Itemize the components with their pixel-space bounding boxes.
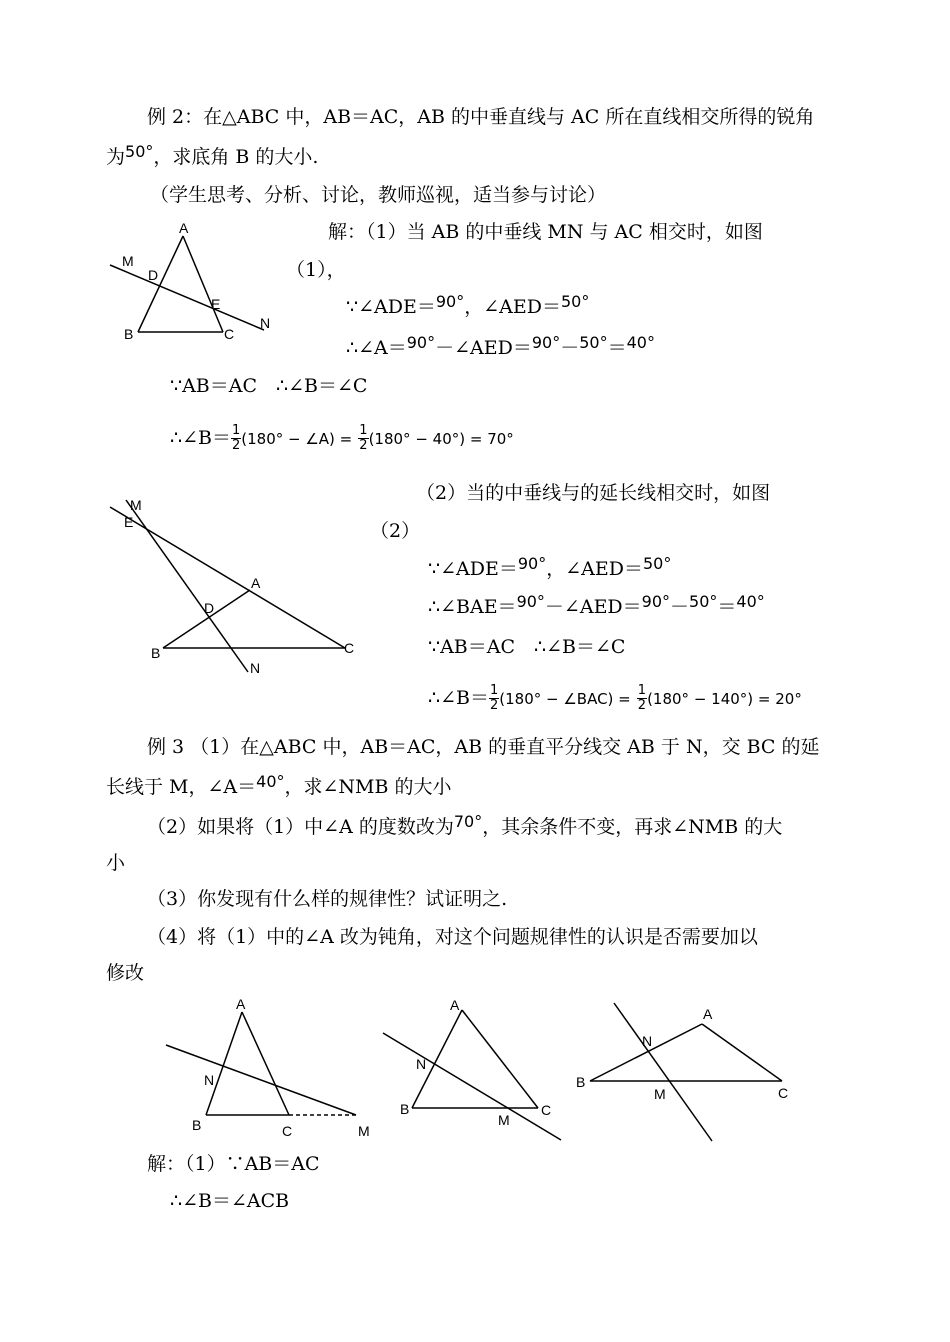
segment-AC xyxy=(242,1012,289,1115)
label-B: B xyxy=(151,645,161,661)
label-N: N xyxy=(416,1056,427,1072)
label-M: M xyxy=(130,497,142,513)
angle-50: 50° xyxy=(125,142,154,161)
label-M: M xyxy=(498,1112,510,1128)
case1-step4: ∴∠B＝ $\frac{1}{2}$ (180° − ∠A) = $\frac{1}{2}$ (180° − 40°) = 70° xyxy=(170,423,514,454)
label-M: M xyxy=(122,253,134,269)
label-M: M xyxy=(358,1123,370,1139)
label-B: B xyxy=(192,1117,202,1133)
figure-2-triangle xyxy=(100,490,370,690)
case2-step3: ∵AB＝AC ∴∠B＝∠C xyxy=(428,636,626,658)
label-E: E xyxy=(124,514,134,530)
label-A: A xyxy=(179,220,189,236)
case2-step2: ∴∠BAE＝$^{90^\circ}$－∠AED＝$^{90^\circ}$－$^{50^\circ}$＝$^{40^\circ}$ xyxy=(428,592,765,618)
case1-intro-line2: （1）， xyxy=(286,259,346,281)
segment-AB xyxy=(138,236,183,332)
label-N: N xyxy=(250,660,261,676)
case1-step2: ∴∠A＝$^{90^\circ}$－∠AED＝$^{90^\circ}$－$^{50^\circ}$＝$^{40^\circ}$ xyxy=(346,333,655,359)
fraction-half: $\frac{1}{2}$ xyxy=(359,423,368,454)
case2-step1: ∵∠ADE＝$^{90^\circ}$，∠AED＝$^{50^\circ}$ xyxy=(428,554,672,580)
line-MN xyxy=(383,1033,561,1140)
ex2-line2: 为$^{50^\circ}$，求底角 B 的大小. xyxy=(106,142,319,168)
line-MN xyxy=(110,265,264,330)
label-N: N xyxy=(204,1072,215,1088)
solution-line2: ∴∠B＝∠ACB xyxy=(170,1190,290,1212)
line-MN xyxy=(166,1045,356,1115)
label-B: B xyxy=(576,1074,586,1090)
label-B: B xyxy=(400,1101,410,1117)
label-A: A xyxy=(251,575,261,591)
ex3-line3: （2）如果将（1）中∠A 的度数改为$^{70^\circ}$，其余条件不变，再求∠NMB 的大 xyxy=(147,812,783,838)
ex3-line5: （3）你发现有什么样的规律性？试证明之. xyxy=(147,888,508,910)
label-N: N xyxy=(260,315,271,331)
case1-intro-line1: 解：（1）当 AB 的中垂线 MN 与 AC 相交时，如图 xyxy=(328,221,763,243)
ex3-line4: 小 xyxy=(106,852,126,874)
label-C: C xyxy=(344,640,355,656)
segment-AB xyxy=(206,1012,242,1115)
case1-step1: ∵∠ADE＝$^{90^\circ}$，∠AED＝$^{50^\circ}$ xyxy=(346,292,590,318)
segment-BA xyxy=(163,590,250,648)
case2-step4: ∴∠B＝ $\frac{1}{2}$ (180° − ∠BAC) = $\frac{1}{2}$ (180° − 140°) = 20° xyxy=(428,683,802,714)
label-D: D xyxy=(204,600,215,616)
figure-1-triangle xyxy=(100,220,290,350)
label-C: C xyxy=(541,1102,552,1118)
case2-intro-line1: （2）当的中垂线与的延长线相交时，如图 xyxy=(416,482,771,504)
segment-AC xyxy=(183,236,223,332)
label-D: D xyxy=(148,267,159,283)
label-C: C xyxy=(778,1085,789,1101)
label-N: N xyxy=(642,1033,653,1049)
solution-line1: 解：（1）∵AB＝AC xyxy=(147,1153,320,1175)
figure-3b-triangle xyxy=(380,990,570,1150)
line-MN xyxy=(126,500,248,672)
case1-step3: ∵AB＝AC ∴∠B＝∠C xyxy=(170,375,368,397)
figure-3a-triangle xyxy=(160,995,380,1145)
line-MN xyxy=(614,1003,712,1141)
segment-AC xyxy=(702,1024,782,1081)
label-C: C xyxy=(282,1123,293,1139)
label-M: M xyxy=(654,1086,666,1102)
figure-3c-triangle xyxy=(570,995,800,1145)
fraction-half: $\frac{1}{2}$ xyxy=(231,423,241,454)
ex2-note: （学生思考、分析、讨论，教师巡视，适当参与讨论） xyxy=(150,184,607,206)
ex3-line1: 例 3 （1）在△ABC 中，AB＝AC，AB 的垂直平分线交 AB 于 N，交 BC 的延 xyxy=(147,736,820,758)
case2-intro-line2: （2） xyxy=(370,520,421,542)
label-C: C xyxy=(224,326,235,342)
fraction-half: $\frac{1}{2}$ xyxy=(489,683,499,714)
label-A: A xyxy=(236,996,246,1012)
ex3-line2: 长线于 M，∠A＝$^{40^\circ}$，求∠NMB 的大小 xyxy=(106,772,452,798)
segment-AC xyxy=(462,1010,538,1108)
label-B: B xyxy=(124,326,134,342)
fraction-half: $\frac{1}{2}$ xyxy=(637,683,647,714)
ex3-line6: （4）将（1）中的∠A 改为钝角，对这个问题规律性的认识是否需要加以 xyxy=(147,926,758,948)
label-E: E xyxy=(211,296,221,312)
label-A: A xyxy=(703,1006,713,1022)
ex3-line7: 修改 xyxy=(106,962,145,984)
label-A: A xyxy=(450,997,460,1013)
ex2-line1: 例 2：在△ABC 中，AB＝AC，AB 的中垂直线与 AC 所在直线相交所得的锐角 xyxy=(147,106,815,128)
